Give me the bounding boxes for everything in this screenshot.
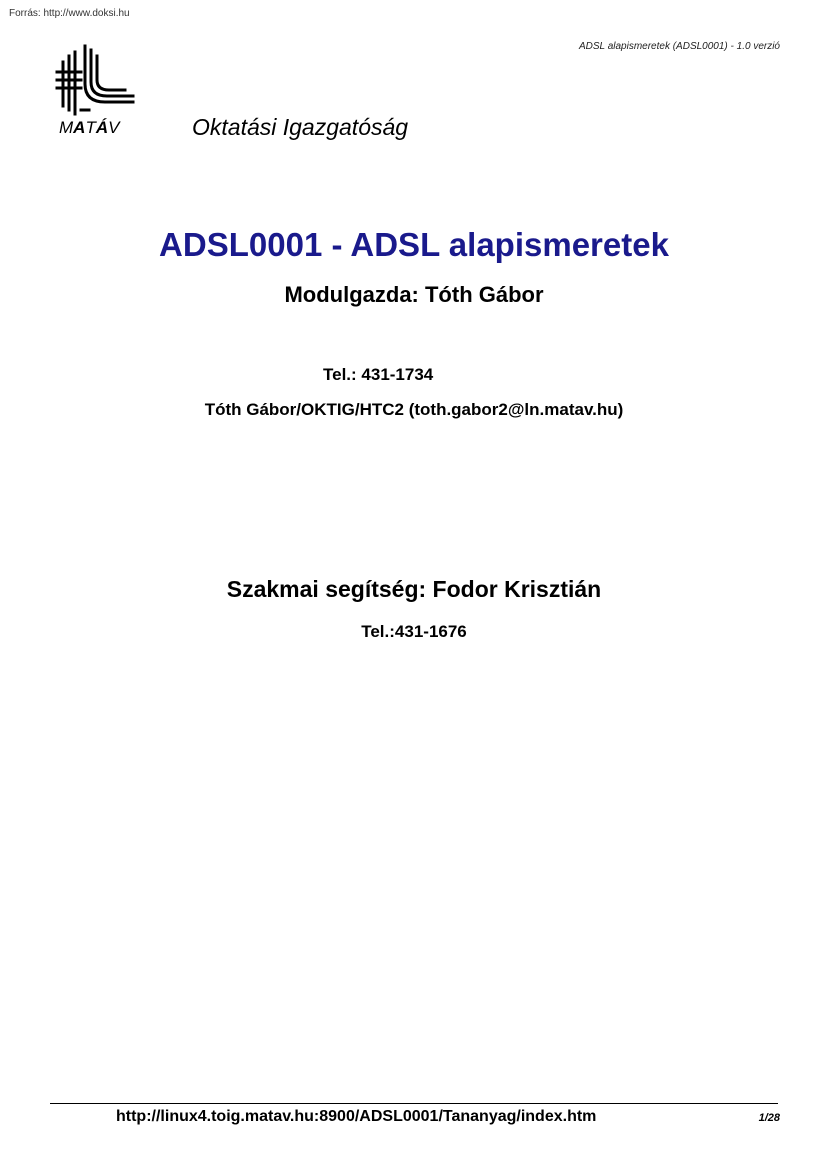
support-phone: Tel.:431-1676 [361, 622, 467, 641]
professional-support: Szakmai segítség: Fodor Krisztián [226, 576, 602, 602]
page-number: 1/28 [758, 1112, 780, 1124]
source-note: Forrás: http://www.doksi.hu [9, 8, 130, 19]
logo-wordmark: MATÁV [59, 118, 120, 137]
owner-phone: Tel.: 431-1734 [323, 365, 434, 384]
document-header: ADSL alapismeretek (ADSL0001) - 1.0 verzió [578, 41, 780, 52]
document-title: ADSL0001 - ADSL alapismeretek [159, 226, 669, 263]
footer-divider [50, 1103, 778, 1104]
matav-logo-icon [55, 44, 135, 120]
owner-contact: Tóth Gábor/OKTIG/HTC2 (toth.gabor2@ln.matav.hu) [204, 400, 624, 419]
organization-name: Oktatási Igazgatóság [192, 114, 409, 140]
matav-logo [55, 44, 165, 137]
module-owner: Modulgazda: Tóth Gábor [284, 282, 544, 307]
footer-url: http://linux4.toig.matav.hu:8900/ADSL0001/Tananyag/index.htm [116, 1108, 597, 1125]
